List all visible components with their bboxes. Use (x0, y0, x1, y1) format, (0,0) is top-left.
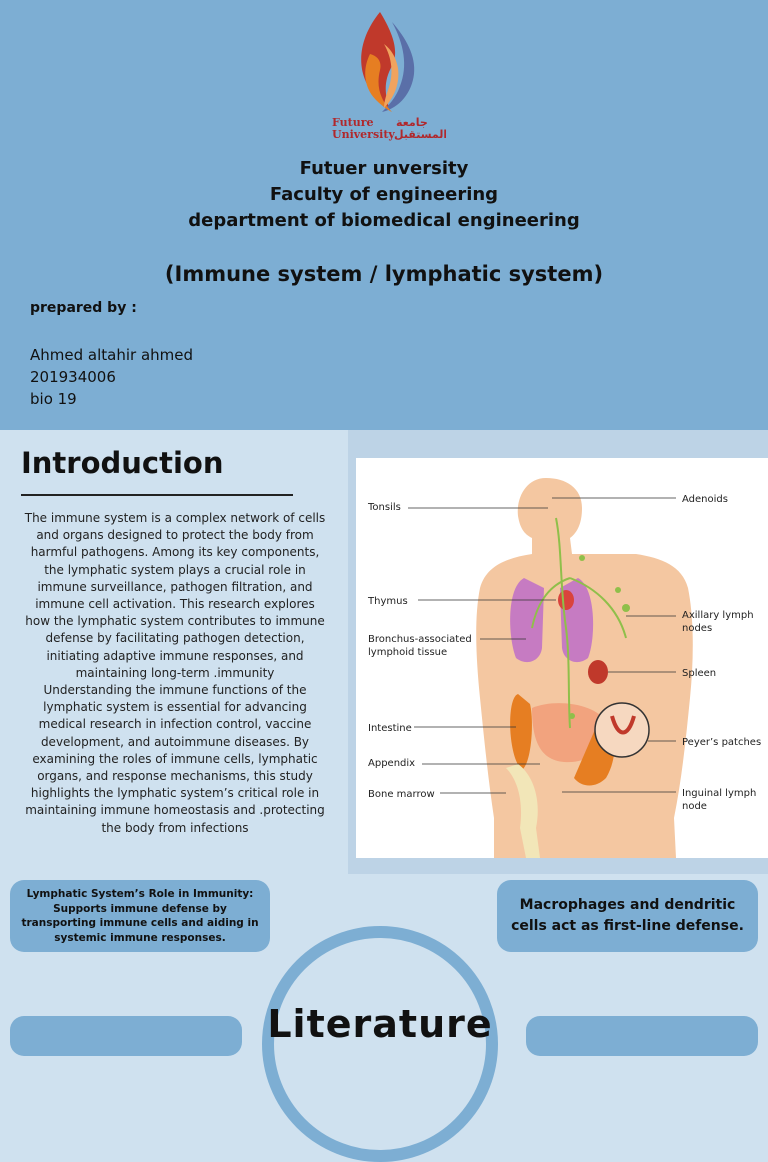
literature-heading: Literature (267, 1002, 493, 1046)
intro-text (22, 510, 328, 837)
svg-text:Future: Future (332, 116, 374, 129)
flame-logo-icon (322, 4, 446, 142)
intro-paragraph: Understanding the immune functions of the lymphatic system is essential for advancing medical research in infection control, vaccine development, and autoimmune diseases. By examining the roles of immune cells, lymphatic organs, and response mechanisms, this study highlights the lymphatic system’s critical role in maintaining immune homeostasis and .protecting the body from infections (25, 683, 325, 835)
label-intestine: Intestine (368, 723, 412, 734)
label-bone-marrow: Bone marrow (368, 789, 435, 800)
author-name: Ahmed altahir ahmed (30, 346, 194, 364)
university-logo (322, 4, 446, 142)
immunity-role-card (10, 880, 270, 952)
label-peyers: Peyer’s patches (682, 737, 762, 748)
page-title: (Immune system / lymphatic system) (164, 262, 604, 286)
label-balt-2: lymphoid tissue (368, 647, 448, 658)
label-axillary-2: nodes (682, 623, 713, 634)
svg-text:المستقبل: المستقبل (394, 128, 446, 141)
body-diagram-icon (356, 458, 768, 858)
label-tonsils: Tonsils (368, 502, 401, 513)
faculty-name: Faculty of engineering (269, 184, 499, 205)
intro-paragraph: The immune system is a complex network of cells and organs designed to protect the body from harmful pathogens. Among its key components, the lymphatic system plays a crucial role in immune surveillance, pathogen filtration, and immune cell activation. This research explores how the lymphatic system contributes to immune defense by facilitating pathogen detection, initiating adaptive immune responses, and maintaining long-term .immunity (24, 511, 326, 680)
label-axillary: Axillary lymph (682, 610, 754, 621)
department-name: department of biomedical engineering (188, 210, 580, 231)
university-name: Futuer unversity (299, 158, 469, 179)
bottom-right-card (526, 1016, 758, 1056)
author-info (30, 344, 193, 410)
label-spleen: Spleen (682, 668, 717, 679)
label-inguinal-2: node (682, 801, 707, 812)
author-id: 201934006 (30, 368, 116, 386)
first-line-defense-text: Macrophages and dendritic cells act as first-line defense. (511, 897, 744, 934)
svg-text:جامعة: جامعة (396, 116, 428, 129)
university-info (0, 156, 768, 234)
immunity-role-text: Lymphatic System’s Role in Immunity: Supports immune defense by transporting immune cells and aiding in systemic immune responses. (21, 888, 259, 944)
label-thymus: Thymus (368, 596, 408, 607)
author-group: bio 19 (30, 390, 77, 408)
intro-heading: Introduction (21, 446, 224, 480)
prepared-by-label: prepared by : (30, 300, 137, 316)
bottom-left-card (10, 1016, 242, 1056)
lymphatic-diagram (356, 458, 768, 858)
svg-text:University: University (332, 128, 395, 141)
label-appendix: Appendix (368, 758, 416, 769)
label-adenoids: Adenoids (682, 494, 728, 505)
first-line-defense-card (497, 880, 758, 952)
intro-divider (21, 494, 293, 496)
label-balt: Bronchus-associated (368, 634, 472, 645)
label-inguinal: Inguinal lymph (682, 788, 757, 799)
